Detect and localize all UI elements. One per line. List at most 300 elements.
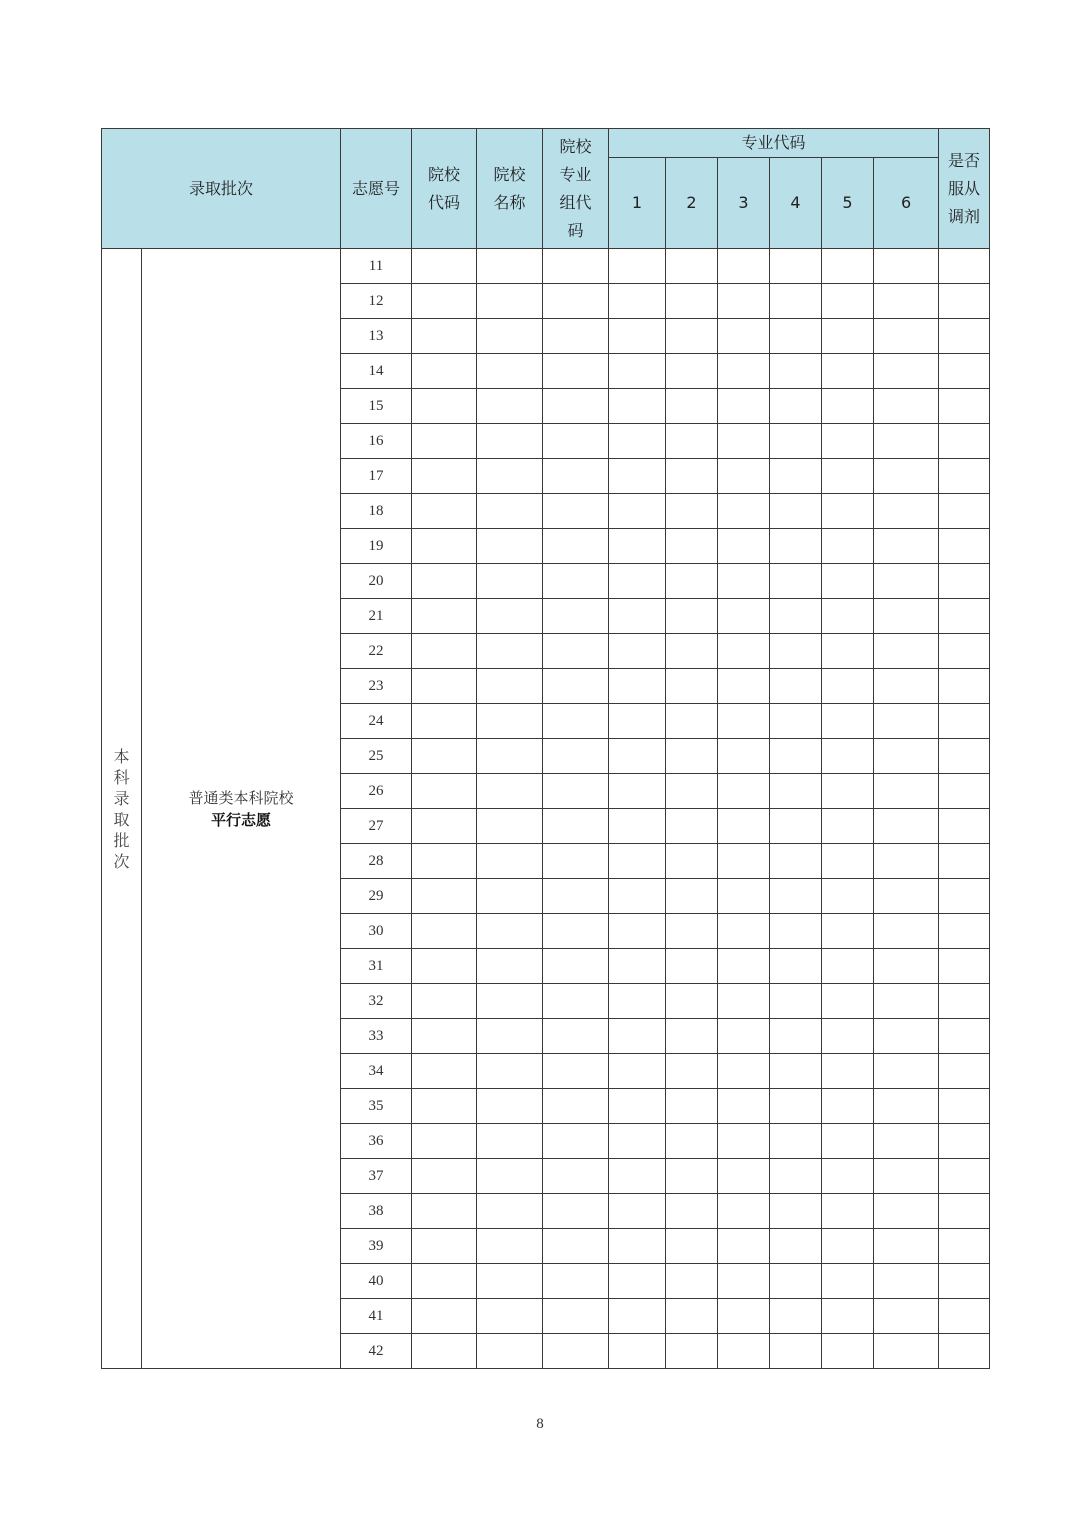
major-1-cell[interactable] xyxy=(609,879,666,914)
major-5-cell[interactable] xyxy=(822,529,874,564)
major-2-cell[interactable] xyxy=(666,809,718,844)
group-code-cell[interactable] xyxy=(543,1299,609,1334)
major-5-cell[interactable] xyxy=(822,704,874,739)
school-code-cell[interactable] xyxy=(412,494,477,529)
major-3-cell[interactable] xyxy=(718,1264,770,1299)
group-code-cell[interactable] xyxy=(543,949,609,984)
adjust-cell[interactable] xyxy=(939,564,990,599)
major-6-cell[interactable] xyxy=(874,1334,939,1369)
major-5-cell[interactable] xyxy=(822,669,874,704)
school-code-cell[interactable] xyxy=(412,1299,477,1334)
major-5-cell[interactable] xyxy=(822,634,874,669)
major-2-cell[interactable] xyxy=(666,739,718,774)
major-6-cell[interactable] xyxy=(874,564,939,599)
adjust-cell[interactable] xyxy=(939,809,990,844)
school-code-cell[interactable] xyxy=(412,704,477,739)
school-name-cell[interactable] xyxy=(477,1299,543,1334)
major-6-cell[interactable] xyxy=(874,1264,939,1299)
school-code-cell[interactable] xyxy=(412,529,477,564)
major-4-cell[interactable] xyxy=(770,809,822,844)
school-code-cell[interactable] xyxy=(412,809,477,844)
major-6-cell[interactable] xyxy=(874,599,939,634)
group-code-cell[interactable] xyxy=(543,844,609,879)
major-4-cell[interactable] xyxy=(770,284,822,319)
major-4-cell[interactable] xyxy=(770,459,822,494)
major-3-cell[interactable] xyxy=(718,1124,770,1159)
major-6-cell[interactable] xyxy=(874,249,939,284)
adjust-cell[interactable] xyxy=(939,284,990,319)
school-code-cell[interactable] xyxy=(412,599,477,634)
major-2-cell[interactable] xyxy=(666,984,718,1019)
major-5-cell[interactable] xyxy=(822,389,874,424)
major-1-cell[interactable] xyxy=(609,634,666,669)
adjust-cell[interactable] xyxy=(939,739,990,774)
major-5-cell[interactable] xyxy=(822,249,874,284)
group-code-cell[interactable] xyxy=(543,809,609,844)
major-2-cell[interactable] xyxy=(666,1264,718,1299)
major-3-cell[interactable] xyxy=(718,879,770,914)
school-name-cell[interactable] xyxy=(477,704,543,739)
school-code-cell[interactable] xyxy=(412,949,477,984)
major-1-cell[interactable] xyxy=(609,704,666,739)
group-code-cell[interactable] xyxy=(543,529,609,564)
group-code-cell[interactable] xyxy=(543,459,609,494)
adjust-cell[interactable] xyxy=(939,634,990,669)
major-2-cell[interactable] xyxy=(666,1019,718,1054)
school-code-cell[interactable] xyxy=(412,1264,477,1299)
school-code-cell[interactable] xyxy=(412,1019,477,1054)
adjust-cell[interactable] xyxy=(939,494,990,529)
major-5-cell[interactable] xyxy=(822,844,874,879)
group-code-cell[interactable] xyxy=(543,599,609,634)
school-name-cell[interactable] xyxy=(477,634,543,669)
major-2-cell[interactable] xyxy=(666,1159,718,1194)
adjust-cell[interactable] xyxy=(939,949,990,984)
major-5-cell[interactable] xyxy=(822,354,874,389)
major-1-cell[interactable] xyxy=(609,599,666,634)
school-code-cell[interactable] xyxy=(412,984,477,1019)
major-5-cell[interactable] xyxy=(822,1089,874,1124)
major-2-cell[interactable] xyxy=(666,529,718,564)
group-code-cell[interactable] xyxy=(543,1159,609,1194)
major-5-cell[interactable] xyxy=(822,1299,874,1334)
major-6-cell[interactable] xyxy=(874,424,939,459)
major-6-cell[interactable] xyxy=(874,704,939,739)
major-4-cell[interactable] xyxy=(770,704,822,739)
school-name-cell[interactable] xyxy=(477,494,543,529)
group-code-cell[interactable] xyxy=(543,1124,609,1159)
major-6-cell[interactable] xyxy=(874,914,939,949)
school-name-cell[interactable] xyxy=(477,424,543,459)
major-5-cell[interactable] xyxy=(822,774,874,809)
major-3-cell[interactable] xyxy=(718,424,770,459)
major-1-cell[interactable] xyxy=(609,389,666,424)
adjust-cell[interactable] xyxy=(939,599,990,634)
major-3-cell[interactable] xyxy=(718,1194,770,1229)
school-name-cell[interactable] xyxy=(477,1264,543,1299)
group-code-cell[interactable] xyxy=(543,1194,609,1229)
major-6-cell[interactable] xyxy=(874,844,939,879)
school-name-cell[interactable] xyxy=(477,564,543,599)
major-6-cell[interactable] xyxy=(874,319,939,354)
major-4-cell[interactable] xyxy=(770,1229,822,1264)
major-2-cell[interactable] xyxy=(666,354,718,389)
school-name-cell[interactable] xyxy=(477,1089,543,1124)
major-5-cell[interactable] xyxy=(822,494,874,529)
major-4-cell[interactable] xyxy=(770,844,822,879)
major-4-cell[interactable] xyxy=(770,1019,822,1054)
group-code-cell[interactable] xyxy=(543,704,609,739)
major-6-cell[interactable] xyxy=(874,774,939,809)
major-1-cell[interactable] xyxy=(609,319,666,354)
school-name-cell[interactable] xyxy=(477,1229,543,1264)
major-4-cell[interactable] xyxy=(770,529,822,564)
major-1-cell[interactable] xyxy=(609,949,666,984)
school-name-cell[interactable] xyxy=(477,1019,543,1054)
major-5-cell[interactable] xyxy=(822,319,874,354)
school-name-cell[interactable] xyxy=(477,669,543,704)
major-6-cell[interactable] xyxy=(874,949,939,984)
adjust-cell[interactable] xyxy=(939,1194,990,1229)
adjust-cell[interactable] xyxy=(939,879,990,914)
major-1-cell[interactable] xyxy=(609,669,666,704)
major-2-cell[interactable] xyxy=(666,634,718,669)
group-code-cell[interactable] xyxy=(543,739,609,774)
major-3-cell[interactable] xyxy=(718,529,770,564)
major-1-cell[interactable] xyxy=(609,1019,666,1054)
group-code-cell[interactable] xyxy=(543,1054,609,1089)
school-name-cell[interactable] xyxy=(477,249,543,284)
major-1-cell[interactable] xyxy=(609,1089,666,1124)
major-3-cell[interactable] xyxy=(718,354,770,389)
major-1-cell[interactable] xyxy=(609,529,666,564)
school-name-cell[interactable] xyxy=(477,1054,543,1089)
major-1-cell[interactable] xyxy=(609,494,666,529)
major-3-cell[interactable] xyxy=(718,284,770,319)
major-3-cell[interactable] xyxy=(718,1334,770,1369)
major-5-cell[interactable] xyxy=(822,739,874,774)
major-2-cell[interactable] xyxy=(666,1124,718,1159)
adjust-cell[interactable] xyxy=(939,669,990,704)
adjust-cell[interactable] xyxy=(939,319,990,354)
major-3-cell[interactable] xyxy=(718,389,770,424)
major-3-cell[interactable] xyxy=(718,1159,770,1194)
school-name-cell[interactable] xyxy=(477,914,543,949)
major-5-cell[interactable] xyxy=(822,424,874,459)
major-4-cell[interactable] xyxy=(770,879,822,914)
adjust-cell[interactable] xyxy=(939,1299,990,1334)
major-1-cell[interactable] xyxy=(609,284,666,319)
major-3-cell[interactable] xyxy=(718,319,770,354)
major-4-cell[interactable] xyxy=(770,1264,822,1299)
major-3-cell[interactable] xyxy=(718,1019,770,1054)
major-4-cell[interactable] xyxy=(770,1089,822,1124)
adjust-cell[interactable] xyxy=(939,914,990,949)
major-6-cell[interactable] xyxy=(874,1124,939,1159)
major-5-cell[interactable] xyxy=(822,984,874,1019)
major-4-cell[interactable] xyxy=(770,424,822,459)
major-3-cell[interactable] xyxy=(718,949,770,984)
school-name-cell[interactable] xyxy=(477,529,543,564)
major-3-cell[interactable] xyxy=(718,249,770,284)
school-code-cell[interactable] xyxy=(412,914,477,949)
group-code-cell[interactable] xyxy=(543,494,609,529)
school-code-cell[interactable] xyxy=(412,564,477,599)
major-3-cell[interactable] xyxy=(718,494,770,529)
school-name-cell[interactable] xyxy=(477,389,543,424)
major-2-cell[interactable] xyxy=(666,1229,718,1264)
adjust-cell[interactable] xyxy=(939,389,990,424)
major-2-cell[interactable] xyxy=(666,494,718,529)
group-code-cell[interactable] xyxy=(543,249,609,284)
major-5-cell[interactable] xyxy=(822,1054,874,1089)
major-6-cell[interactable] xyxy=(874,459,939,494)
school-code-cell[interactable] xyxy=(412,739,477,774)
major-4-cell[interactable] xyxy=(770,1124,822,1159)
major-6-cell[interactable] xyxy=(874,1194,939,1229)
major-2-cell[interactable] xyxy=(666,1054,718,1089)
major-5-cell[interactable] xyxy=(822,879,874,914)
school-code-cell[interactable] xyxy=(412,844,477,879)
major-2-cell[interactable] xyxy=(666,669,718,704)
school-code-cell[interactable] xyxy=(412,1229,477,1264)
major-1-cell[interactable] xyxy=(609,844,666,879)
major-6-cell[interactable] xyxy=(874,1019,939,1054)
major-5-cell[interactable] xyxy=(822,949,874,984)
school-code-cell[interactable] xyxy=(412,1089,477,1124)
adjust-cell[interactable] xyxy=(939,459,990,494)
major-1-cell[interactable] xyxy=(609,739,666,774)
major-4-cell[interactable] xyxy=(770,669,822,704)
school-name-cell[interactable] xyxy=(477,1194,543,1229)
major-4-cell[interactable] xyxy=(770,1159,822,1194)
major-1-cell[interactable] xyxy=(609,914,666,949)
major-3-cell[interactable] xyxy=(718,669,770,704)
school-code-cell[interactable] xyxy=(412,284,477,319)
major-3-cell[interactable] xyxy=(718,1054,770,1089)
adjust-cell[interactable] xyxy=(939,844,990,879)
major-2-cell[interactable] xyxy=(666,949,718,984)
group-code-cell[interactable] xyxy=(543,1334,609,1369)
major-5-cell[interactable] xyxy=(822,1334,874,1369)
group-code-cell[interactable] xyxy=(543,1229,609,1264)
school-code-cell[interactable] xyxy=(412,1124,477,1159)
school-code-cell[interactable] xyxy=(412,634,477,669)
major-2-cell[interactable] xyxy=(666,704,718,739)
major-3-cell[interactable] xyxy=(718,844,770,879)
major-4-cell[interactable] xyxy=(770,354,822,389)
adjust-cell[interactable] xyxy=(939,1054,990,1089)
major-1-cell[interactable] xyxy=(609,1334,666,1369)
school-code-cell[interactable] xyxy=(412,1194,477,1229)
adjust-cell[interactable] xyxy=(939,249,990,284)
major-2-cell[interactable] xyxy=(666,774,718,809)
major-6-cell[interactable] xyxy=(874,1229,939,1264)
major-6-cell[interactable] xyxy=(874,1299,939,1334)
major-4-cell[interactable] xyxy=(770,494,822,529)
major-3-cell[interactable] xyxy=(718,1229,770,1264)
major-4-cell[interactable] xyxy=(770,634,822,669)
major-5-cell[interactable] xyxy=(822,914,874,949)
group-code-cell[interactable] xyxy=(543,319,609,354)
major-2-cell[interactable] xyxy=(666,1089,718,1124)
major-2-cell[interactable] xyxy=(666,459,718,494)
school-code-cell[interactable] xyxy=(412,669,477,704)
major-2-cell[interactable] xyxy=(666,844,718,879)
group-code-cell[interactable] xyxy=(543,564,609,599)
group-code-cell[interactable] xyxy=(543,1264,609,1299)
adjust-cell[interactable] xyxy=(939,1124,990,1159)
major-4-cell[interactable] xyxy=(770,1054,822,1089)
major-2-cell[interactable] xyxy=(666,424,718,459)
school-name-cell[interactable] xyxy=(477,739,543,774)
major-4-cell[interactable] xyxy=(770,249,822,284)
school-name-cell[interactable] xyxy=(477,879,543,914)
school-code-cell[interactable] xyxy=(412,1159,477,1194)
school-code-cell[interactable] xyxy=(412,459,477,494)
group-code-cell[interactable] xyxy=(543,669,609,704)
major-1-cell[interactable] xyxy=(609,249,666,284)
major-5-cell[interactable] xyxy=(822,1159,874,1194)
major-5-cell[interactable] xyxy=(822,564,874,599)
major-6-cell[interactable] xyxy=(874,739,939,774)
group-code-cell[interactable] xyxy=(543,284,609,319)
major-2-cell[interactable] xyxy=(666,249,718,284)
school-code-cell[interactable] xyxy=(412,249,477,284)
group-code-cell[interactable] xyxy=(543,1089,609,1124)
major-3-cell[interactable] xyxy=(718,739,770,774)
major-4-cell[interactable] xyxy=(770,1299,822,1334)
school-name-cell[interactable] xyxy=(477,319,543,354)
major-5-cell[interactable] xyxy=(822,1264,874,1299)
major-1-cell[interactable] xyxy=(609,1124,666,1159)
adjust-cell[interactable] xyxy=(939,1334,990,1369)
adjust-cell[interactable] xyxy=(939,1229,990,1264)
school-code-cell[interactable] xyxy=(412,774,477,809)
group-code-cell[interactable] xyxy=(543,984,609,1019)
major-6-cell[interactable] xyxy=(874,389,939,424)
adjust-cell[interactable] xyxy=(939,774,990,809)
school-name-cell[interactable] xyxy=(477,1124,543,1159)
school-code-cell[interactable] xyxy=(412,389,477,424)
major-4-cell[interactable] xyxy=(770,984,822,1019)
major-6-cell[interactable] xyxy=(874,284,939,319)
school-code-cell[interactable] xyxy=(412,879,477,914)
major-3-cell[interactable] xyxy=(718,564,770,599)
group-code-cell[interactable] xyxy=(543,774,609,809)
group-code-cell[interactable] xyxy=(543,389,609,424)
major-3-cell[interactable] xyxy=(718,984,770,1019)
adjust-cell[interactable] xyxy=(939,984,990,1019)
major-1-cell[interactable] xyxy=(609,1264,666,1299)
school-code-cell[interactable] xyxy=(412,424,477,459)
major-1-cell[interactable] xyxy=(609,354,666,389)
major-4-cell[interactable] xyxy=(770,564,822,599)
school-name-cell[interactable] xyxy=(477,809,543,844)
major-1-cell[interactable] xyxy=(609,1299,666,1334)
major-3-cell[interactable] xyxy=(718,774,770,809)
group-code-cell[interactable] xyxy=(543,424,609,459)
school-name-cell[interactable] xyxy=(477,354,543,389)
major-1-cell[interactable] xyxy=(609,809,666,844)
major-6-cell[interactable] xyxy=(874,1159,939,1194)
major-4-cell[interactable] xyxy=(770,739,822,774)
adjust-cell[interactable] xyxy=(939,1019,990,1054)
major-5-cell[interactable] xyxy=(822,809,874,844)
school-code-cell[interactable] xyxy=(412,1334,477,1369)
major-5-cell[interactable] xyxy=(822,284,874,319)
school-name-cell[interactable] xyxy=(477,599,543,634)
major-5-cell[interactable] xyxy=(822,1229,874,1264)
adjust-cell[interactable] xyxy=(939,1089,990,1124)
school-name-cell[interactable] xyxy=(477,844,543,879)
major-6-cell[interactable] xyxy=(874,634,939,669)
major-5-cell[interactable] xyxy=(822,1194,874,1229)
school-name-cell[interactable] xyxy=(477,774,543,809)
major-1-cell[interactable] xyxy=(609,1194,666,1229)
major-5-cell[interactable] xyxy=(822,1019,874,1054)
group-code-cell[interactable] xyxy=(543,914,609,949)
major-2-cell[interactable] xyxy=(666,1194,718,1229)
major-3-cell[interactable] xyxy=(718,809,770,844)
major-6-cell[interactable] xyxy=(874,809,939,844)
adjust-cell[interactable] xyxy=(939,529,990,564)
major-5-cell[interactable] xyxy=(822,1124,874,1159)
major-4-cell[interactable] xyxy=(770,1194,822,1229)
major-4-cell[interactable] xyxy=(770,914,822,949)
school-name-cell[interactable] xyxy=(477,459,543,494)
major-2-cell[interactable] xyxy=(666,389,718,424)
major-4-cell[interactable] xyxy=(770,319,822,354)
major-1-cell[interactable] xyxy=(609,1159,666,1194)
major-4-cell[interactable] xyxy=(770,1334,822,1369)
adjust-cell[interactable] xyxy=(939,424,990,459)
major-2-cell[interactable] xyxy=(666,879,718,914)
school-code-cell[interactable] xyxy=(412,319,477,354)
school-name-cell[interactable] xyxy=(477,1159,543,1194)
school-code-cell[interactable] xyxy=(412,354,477,389)
major-2-cell[interactable] xyxy=(666,914,718,949)
major-4-cell[interactable] xyxy=(770,599,822,634)
adjust-cell[interactable] xyxy=(939,1264,990,1299)
major-2-cell[interactable] xyxy=(666,599,718,634)
major-6-cell[interactable] xyxy=(874,669,939,704)
major-3-cell[interactable] xyxy=(718,1299,770,1334)
major-3-cell[interactable] xyxy=(718,1089,770,1124)
major-1-cell[interactable] xyxy=(609,459,666,494)
major-6-cell[interactable] xyxy=(874,879,939,914)
adjust-cell[interactable] xyxy=(939,704,990,739)
major-6-cell[interactable] xyxy=(874,1054,939,1089)
major-3-cell[interactable] xyxy=(718,914,770,949)
major-1-cell[interactable] xyxy=(609,774,666,809)
major-4-cell[interactable] xyxy=(770,949,822,984)
adjust-cell[interactable] xyxy=(939,354,990,389)
school-name-cell[interactable] xyxy=(477,984,543,1019)
major-6-cell[interactable] xyxy=(874,1089,939,1124)
major-1-cell[interactable] xyxy=(609,564,666,599)
school-name-cell[interactable] xyxy=(477,949,543,984)
major-6-cell[interactable] xyxy=(874,984,939,1019)
major-6-cell[interactable] xyxy=(874,354,939,389)
group-code-cell[interactable] xyxy=(543,879,609,914)
adjust-cell[interactable] xyxy=(939,1159,990,1194)
major-4-cell[interactable] xyxy=(770,389,822,424)
school-code-cell[interactable] xyxy=(412,1054,477,1089)
major-1-cell[interactable] xyxy=(609,984,666,1019)
group-code-cell[interactable] xyxy=(543,354,609,389)
major-1-cell[interactable] xyxy=(609,1229,666,1264)
